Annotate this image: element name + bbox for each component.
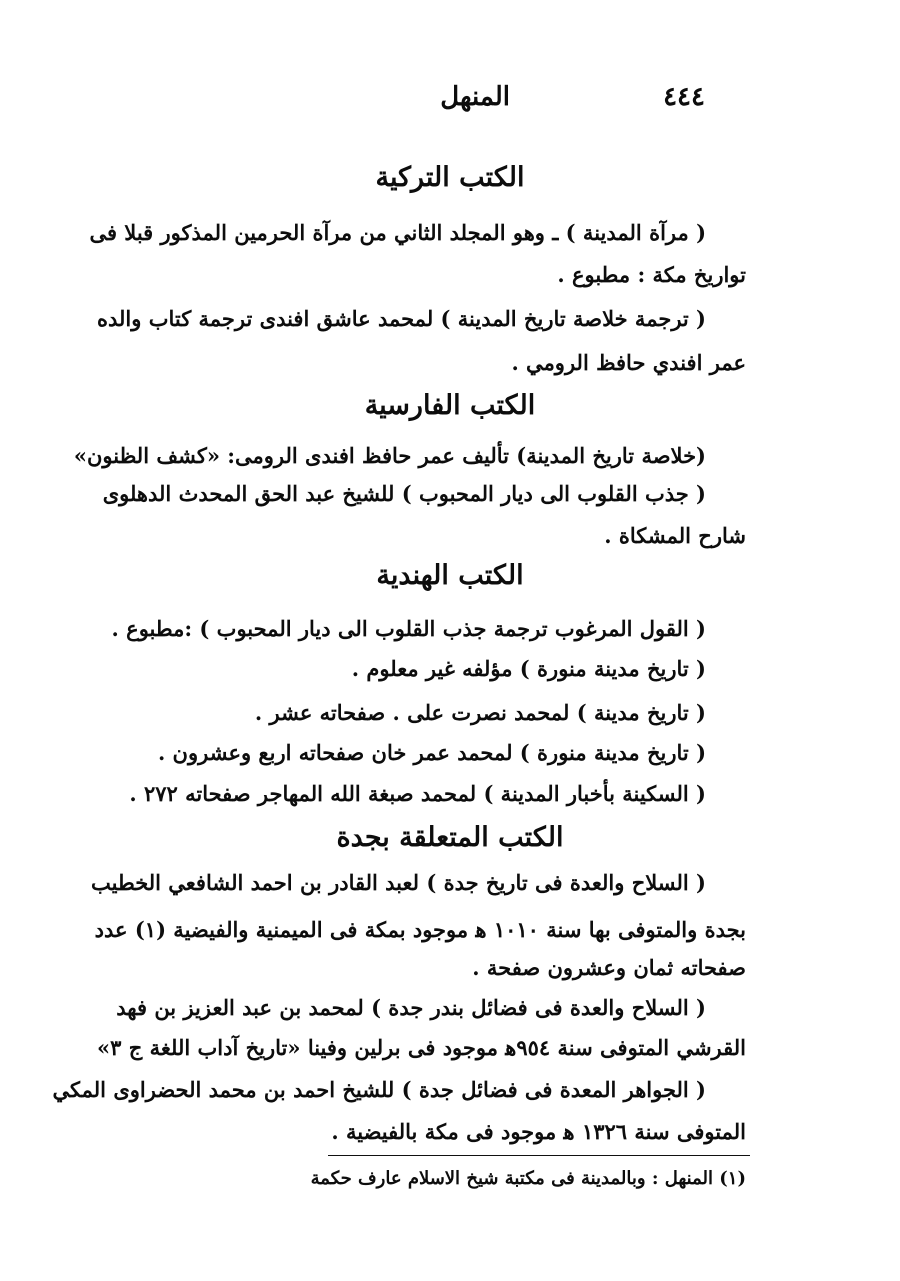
text-line: ( السكينة بأخبار المدينة ) لمحمد صبغة الله المهاجر صفحاته ٢٧٢ . bbox=[129, 781, 706, 806]
text-line: بجدة والمتوفى بها سنة ١٠١٠ ﻫ موجود بمكة فى الميمنية والفيضية (١) عدد bbox=[94, 917, 746, 942]
footnote: (١) المنهل : وبالمدينة فى مكتبة شيخ الاسلام عارف حكمة bbox=[310, 1168, 746, 1189]
section-heading-jeddah: الكتب المتعلقة بجدة bbox=[336, 822, 564, 853]
text-line: ( جذب القلوب الى ديار المحبوب ) للشيخ عبد الحق المحدث الدهلوى bbox=[102, 481, 706, 506]
text-line: ( السلاح والعدة فى تاريخ جدة ) لعبد القادر بن احمد الشافعي الخطيب bbox=[91, 870, 706, 895]
footnote-divider bbox=[328, 1155, 750, 1156]
text-line: تواريخ مكة : مطبوع . bbox=[557, 262, 746, 287]
text-line: شارح المشكاة . bbox=[604, 523, 746, 548]
text-line: ( تاريخ مدينة منورة ) لمحمد عمر خان صفحاته اربع وعشرون . bbox=[157, 740, 706, 765]
page-number: ٤٤٤ bbox=[663, 82, 705, 112]
text-line: القرشي المتوفى سنة ٩٥٤ﻫ موجود فى برلين وفينا «تاريخ آداب اللغة ج ٣» bbox=[97, 1035, 746, 1060]
text-line: (خلاصة تاريخ المدينة) تأليف عمر حافظ افندى الرومى: «كشف الظنون» bbox=[73, 443, 706, 468]
section-heading-turkish: الكتب التركية bbox=[375, 162, 525, 193]
text-line: ( تاريخ مدينة ) لمحمد نصرت على . صفحاته عشر . bbox=[254, 700, 706, 725]
text-line: ( السلاح والعدة فى فضائل بندر جدة ) لمحمد بن عبد العزيز بن فهد bbox=[116, 995, 706, 1020]
running-title: المنهل bbox=[440, 82, 510, 112]
text-line: ( ترجمة خلاصة تاريخ المدينة ) لمحمد عاشق افندى ترجمة كتاب والده bbox=[96, 306, 706, 331]
text-line: عمر افندي حافظ الرومي . bbox=[511, 350, 746, 375]
text-line: ( مرآة المدينة ) ـ وهو المجلد الثاني من مرآة الحرمين المذكور قبلا فى bbox=[89, 220, 706, 245]
text-line: صفحاته ثمان وعشرون صفحة . bbox=[472, 955, 746, 980]
text-line: المتوفى سنة ١٣٢٦ ﻫ موجود فى مكة بالفيضية . bbox=[331, 1119, 746, 1144]
text-line: ( القول المرغوب ترجمة جذب القلوب الى ديار المحبوب ) :مطبوع . bbox=[111, 616, 706, 641]
text-line: ( تاريخ مدينة منورة ) مؤلفه غير معلوم . bbox=[351, 656, 706, 681]
text-line: ( الجواهر المعدة فى فضائل جدة ) للشيخ احمد بن محمد الحضراوى المكي bbox=[52, 1077, 706, 1102]
section-heading-persian: الكتب الفارسية bbox=[364, 390, 536, 421]
page-header bbox=[405, 82, 705, 116]
section-heading-indian: الكتب الهندية bbox=[376, 560, 524, 591]
